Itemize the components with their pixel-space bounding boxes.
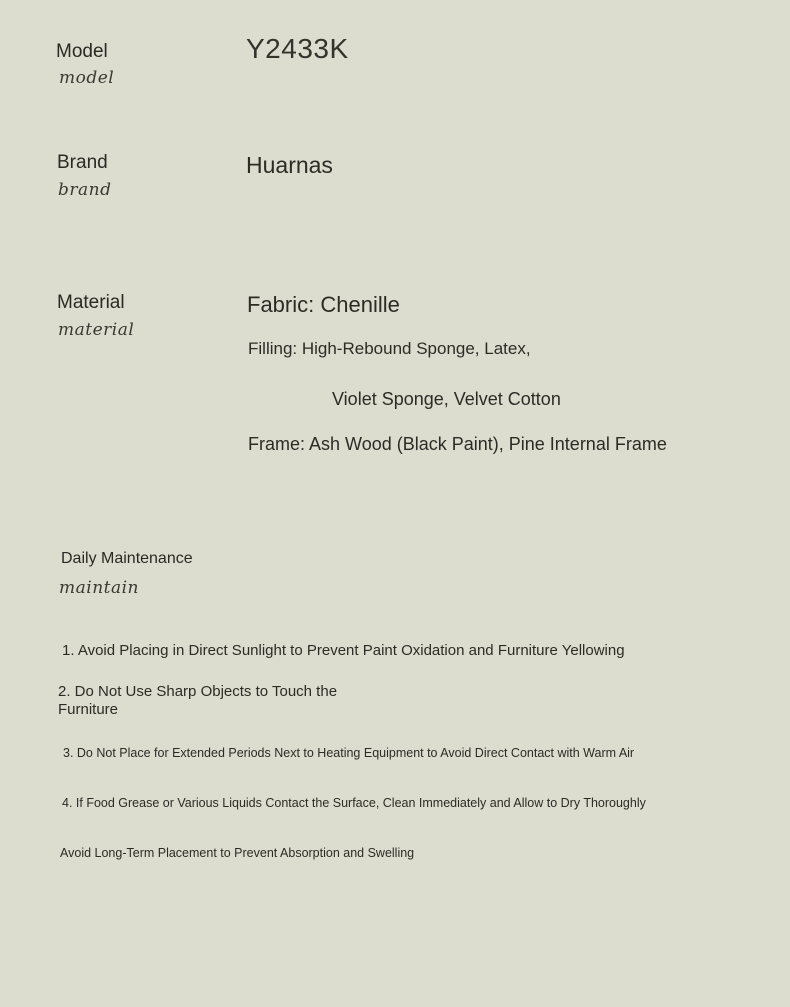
model-sublabel: model (59, 68, 115, 88)
material-label: Material (57, 292, 125, 313)
maintenance-sublabel: maintain (59, 578, 139, 598)
maintenance-item-1: 1. Avoid Placing in Direct Sunlight to Prevent Paint Oxidation and Furniture Yellowing (62, 642, 625, 659)
maintenance-item-4: 4. If Food Grease or Various Liquids Contact the Surface, Clean Immediately and Allow to Dry Thoroughly (62, 796, 646, 810)
material-filling-line2: Violet Sponge, Velvet Cotton (332, 389, 561, 409)
brand-value: Huarnas (246, 152, 333, 178)
material-filling-line1: Filling: High-Rebound Sponge, Latex, (248, 339, 531, 358)
brand-label: Brand (57, 152, 108, 173)
material-fabric: Fabric: Chenille (247, 292, 400, 317)
maintenance-item-2: 2. Do Not Use Sharp Objects to Touch the Furniture (58, 683, 338, 718)
material-frame: Frame: Ash Wood (Black Paint), Pine Internal Frame (248, 434, 667, 454)
model-label: Model (56, 41, 108, 62)
maintenance-item-3: 3. Do Not Place for Extended Periods Next to Heating Equipment to Avoid Direct Contact with Warm Air (63, 746, 635, 760)
material-sublabel: material (58, 320, 135, 340)
model-value: Y2433K (246, 33, 349, 64)
brand-sublabel: brand (58, 180, 112, 200)
maintenance-item-5: Avoid Long-Term Placement to Prevent Absorption and Swelling (60, 846, 415, 860)
maintenance-label: Daily Maintenance (61, 550, 193, 567)
